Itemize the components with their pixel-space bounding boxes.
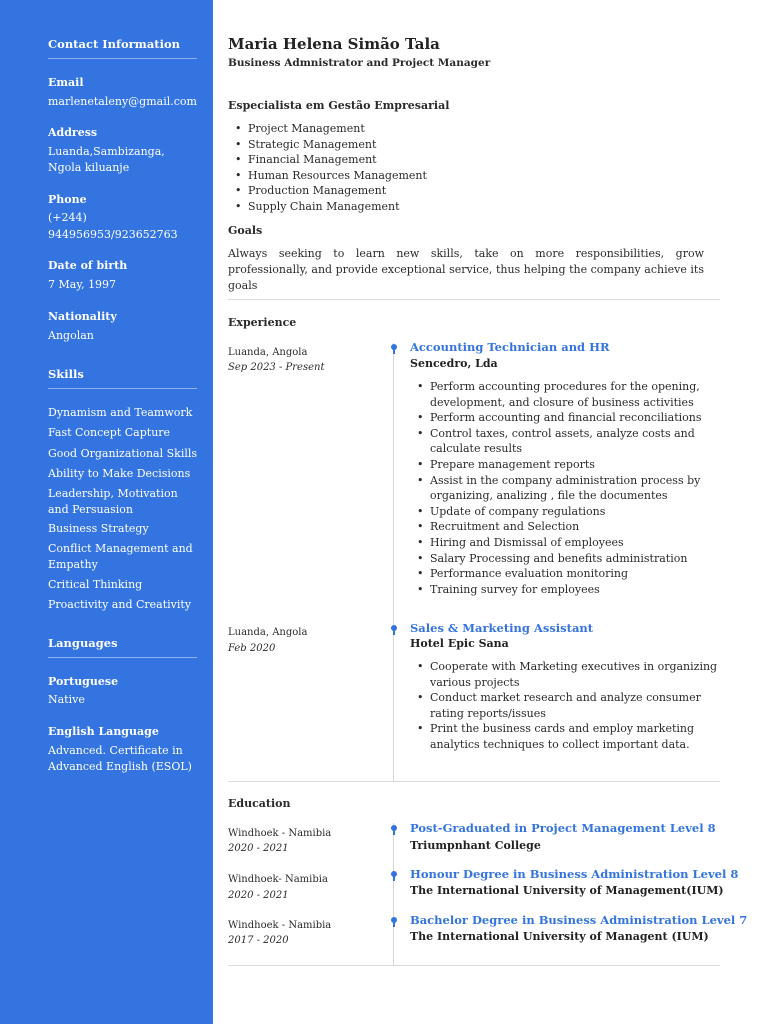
- list-item: • Financial Management: [248, 152, 427, 168]
- skill-item: Fast Concept Capture: [48, 426, 171, 439]
- list-item: • Strategic Management: [248, 137, 427, 153]
- sidebar: [0, 0, 213, 1024]
- list-item: • Salary Processing and benefits administration: [430, 551, 725, 567]
- email-label: Email: [48, 76, 84, 89]
- timeline-line: [393, 343, 394, 781]
- dob-label: Date of birth: [48, 259, 128, 272]
- phone-numbers: 944956953/923652763: [48, 228, 178, 241]
- school-name: Triumpnhant College: [410, 839, 541, 852]
- education-date: 2020 - 2021: [228, 890, 289, 901]
- skill-item: Leadership, Motivation and Persuasion: [48, 487, 178, 516]
- school-name: The International University of Management(IUM): [410, 884, 724, 897]
- list-item: • Print the business cards and employ marketing analytics techniques to collect important data.: [430, 721, 725, 752]
- skill-item: Ability to Make Decisions: [48, 467, 191, 480]
- task-list: [410, 659, 725, 753]
- skill-item: Conflict Management and Empathy: [48, 542, 193, 571]
- phone-label: Phone: [48, 193, 87, 206]
- timeline-marker: [391, 625, 397, 631]
- nationality-value: Angolan: [48, 329, 94, 342]
- task-list: [410, 379, 725, 597]
- list-item: • Prepare management reports: [430, 457, 725, 473]
- timeline-marker: [391, 344, 397, 350]
- job-title: Accounting Technician and HR: [410, 340, 610, 354]
- timeline-marker: [391, 825, 397, 831]
- contact-heading: Contact Information: [48, 37, 197, 59]
- timeline-marker: [391, 871, 397, 877]
- dob-value: 7 May, 1997: [48, 278, 117, 291]
- specialty-list: [228, 121, 427, 215]
- list-item: • Recruitment and Selection: [430, 519, 725, 535]
- list-item: • Update of company regulations: [430, 504, 725, 520]
- email-value[interactable]: marlenetaleny@gmail.com: [48, 95, 197, 108]
- company-name: Sencedro, Lda: [410, 357, 498, 370]
- job-date: Sep 2023 - Present: [228, 362, 325, 373]
- list-item: • Training survey for employees: [430, 582, 725, 598]
- skills-heading: Skills: [48, 367, 197, 389]
- list-item: • Supply Chain Management: [248, 199, 427, 215]
- job-location: Luanda, Angola: [228, 347, 308, 358]
- list-item: • Production Management: [248, 183, 427, 199]
- timeline-line: [393, 823, 394, 965]
- language-name: English Language: [48, 725, 159, 738]
- goals-text: Always seeking to learn new skills, take on more responsibilities, grow professionally, and provide exceptional service, thus helping the company achieve its goals: [228, 247, 704, 292]
- education-heading: Education: [228, 797, 291, 810]
- list-item: • Project Management: [248, 121, 427, 137]
- list-item: • Cooperate with Marketing executives in organizing various projects: [430, 659, 725, 690]
- phone-country-code: (+244): [48, 211, 87, 224]
- language-level: Native: [48, 693, 85, 706]
- list-item: • Performance evaluation monitoring: [430, 566, 725, 582]
- skill-item: Critical Thinking: [48, 578, 143, 591]
- degree-title: Bachelor Degree in Business Administration Level 7: [410, 913, 748, 927]
- degree-title: Post-Graduated in Project Management Level 8: [410, 821, 716, 835]
- divider: [228, 299, 720, 300]
- divider: [228, 965, 720, 966]
- specialty-heading: Especialista em Gestão Empresarial: [228, 99, 450, 112]
- goals-heading: Goals: [228, 224, 263, 237]
- list-item: • Control taxes, control assets, analyze costs and calculate results: [430, 426, 725, 457]
- skill-item: Business Strategy: [48, 522, 149, 535]
- education-date: 2017 - 2020: [228, 935, 289, 946]
- degree-title: Honour Degree in Business Administration Level 8: [410, 867, 739, 881]
- address-value: Luanda,Sambizanga, Ngola kiluanje: [48, 145, 165, 174]
- address-label: Address: [48, 126, 98, 139]
- timeline-marker: [391, 917, 397, 923]
- nationality-label: Nationality: [48, 310, 117, 323]
- list-item: • Human Resources Management: [248, 168, 427, 184]
- list-item: • Conduct market research and analyze consumer rating reports/issues: [430, 690, 725, 721]
- job-location: Luanda, Angola: [228, 627, 308, 638]
- languages-heading: Languages: [48, 636, 197, 658]
- job-subtitle: Business Admnistrator and Project Manager: [228, 57, 491, 69]
- language-level: Advanced. Certificate in Advanced English (ESOL): [48, 744, 192, 773]
- company-name: Hotel Epic Sana: [410, 637, 509, 650]
- education-date: 2020 - 2021: [228, 843, 289, 854]
- education-location: Windhoek- Namibia: [228, 874, 328, 885]
- education-location: Windhoek - Namibia: [228, 920, 332, 931]
- language-name: Portuguese: [48, 675, 119, 688]
- skill-item: Dynamism and Teamwork: [48, 406, 193, 419]
- list-item: • Hiring and Dismissal of employees: [430, 535, 725, 551]
- school-name: The International University of Managent (IUM): [410, 930, 709, 943]
- list-item: • Perform accounting and financial reconciliations: [430, 410, 725, 426]
- skill-item: Proactivity and Creativity: [48, 598, 192, 611]
- job-title: Sales & Marketing Assistant: [410, 621, 594, 635]
- skill-item: Good Organizational Skills: [48, 447, 198, 460]
- divider: [228, 781, 720, 782]
- job-date: Feb 2020: [228, 643, 276, 654]
- full-name: Maria Helena Simão Tala: [228, 35, 440, 53]
- list-item: • Assist in the company administration process by organizing, analizing , file the documentes: [430, 473, 725, 504]
- education-location: Windhoek - Namibia: [228, 828, 332, 839]
- list-item: • Perform accounting procedures for the opening, development, and closure of business activities: [430, 379, 725, 410]
- experience-heading: Experience: [228, 316, 297, 329]
